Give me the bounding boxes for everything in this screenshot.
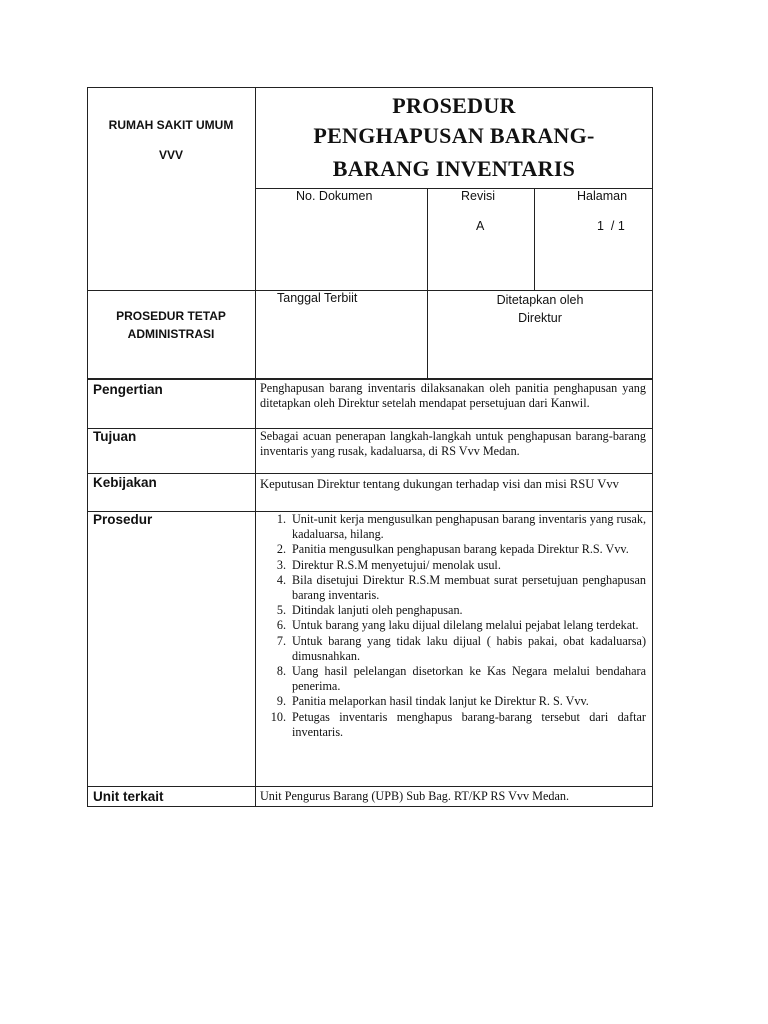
- pengertian-text: Penghapusan barang inventaris dilaksanakan oleh panitia penghapusan yang ditetapkan oleh Direktur setelah mendapat persetujuan dari Kanwil.: [260, 381, 646, 411]
- tujuan-label: Tujuan: [93, 429, 137, 444]
- hospital-name: [88, 110, 254, 170]
- procedure-type: [88, 307, 254, 343]
- approved-by-label: [428, 291, 652, 327]
- procedure-step-text: Untuk barang yang laku dijual dilelang melalui pejabat lelang terdekat.: [292, 618, 639, 633]
- procedure-step: [262, 664, 646, 694]
- unit-terkait-text: Unit Pengurus Barang (UPB) Sub Bag. RT/KP RS Vvv Medan.: [260, 789, 570, 803]
- issue-date-label: Tanggal Terbiit: [277, 291, 358, 305]
- approved-by-value: Direktur: [518, 311, 562, 325]
- procedure-step-text: Untuk barang yang tidak laku dijual ( habis pakai, obat kadaluarsa) dimusnahkan.: [292, 633, 646, 663]
- procedure-step-number: 10.: [270, 709, 286, 724]
- procedure-step-number: 4.: [276, 572, 286, 587]
- title-line2: PENGHAPUSAN BARANG-: [313, 123, 595, 148]
- procedure-type-line2: ADMINISTRASI: [127, 327, 215, 341]
- prosedur-steps: [262, 512, 646, 740]
- procedure-step-number: 6.: [276, 618, 286, 633]
- border-halaman-left: [534, 188, 535, 290]
- title-line3: BARANG INVENTARIS: [332, 156, 576, 181]
- revision-value: A: [476, 219, 485, 233]
- procedure-step: [262, 694, 646, 709]
- procedure-step-number: 3.: [276, 557, 286, 572]
- procedure-step: [262, 710, 646, 740]
- procedure-step-number: 2.: [276, 542, 286, 557]
- page-value: 1 / 1: [597, 219, 625, 233]
- page-label: Halaman: [577, 189, 628, 203]
- procedure-step-text: Direktur R.S.M menyetujui/ menolak usul.: [292, 557, 501, 572]
- border-body-bottom: [87, 806, 653, 807]
- kebijakan-text: Keputusan Direktur tentang dukungan terhadap visi dan misi RSU Vvv: [260, 477, 619, 491]
- doc-number-label: No. Dokumen: [296, 189, 373, 203]
- border-body-left: [87, 379, 88, 806]
- procedure-step: [262, 603, 646, 618]
- procedure-step: [262, 542, 646, 557]
- kebijakan-label: Kebijakan: [93, 475, 157, 490]
- procedure-step: [262, 512, 646, 542]
- procedure-step-text: Bila disetujui Direktur R.S.M membuat surat persetujuan penghapusan barang inventaris.: [292, 572, 646, 603]
- border-right: [652, 87, 653, 379]
- border-after-prosedur: [87, 786, 653, 787]
- title-line1: PROSEDUR: [392, 93, 516, 118]
- unit-terkait-label: Unit terkait: [93, 789, 164, 804]
- prosedur-label: Prosedur: [93, 512, 153, 527]
- border-body-top: [87, 379, 653, 380]
- hospital-name-line1: RUMAH SAKIT UMUM: [108, 118, 234, 132]
- procedure-step-text: Unit-unit kerja mengusulkan penghapusan barang inventaris yang rusak, kadaluarsa, hilang.: [292, 512, 646, 542]
- procedure-step-text: Panitia melaporkan hasil tindak lanjut ke Direktur R. S. Vvv.: [292, 694, 589, 709]
- procedure-step: [262, 618, 646, 633]
- procedure-step-number: 1.: [276, 512, 286, 526]
- revision-label: Revisi: [461, 189, 496, 203]
- procedure-step-text: Ditindak lanjuti oleh penghapusan.: [292, 603, 463, 618]
- procedure-step-number: 7.: [276, 633, 286, 648]
- document-title: [256, 88, 652, 184]
- procedure-step-text: Panitia mengusulkan penghapusan barang kepada Direktur R.S. Vvv.: [292, 542, 629, 557]
- border-after-tujuan: [87, 473, 653, 474]
- procedure-step: [262, 634, 646, 664]
- procedure-step: [262, 573, 646, 603]
- border-revisi-left: [427, 188, 428, 379]
- procedure-step-text: Uang hasil pelelangan disetorkan ke Kas Negara melalui bendahara penerima.: [292, 664, 646, 694]
- pengertian-label: Pengertian: [93, 382, 163, 397]
- procedure-step-text: Petugas inventaris menghapus barang-barang tersebut dari daftar inventaris.: [292, 709, 646, 739]
- procedure-step: [262, 558, 646, 573]
- procedure-type-line1: PROSEDUR TETAP: [116, 309, 226, 323]
- border-body-divider: [255, 379, 256, 806]
- prosedur-list: [262, 512, 646, 740]
- procedure-step-number: 5.: [276, 603, 286, 618]
- procedure-step-number: 9.: [276, 694, 286, 709]
- tujuan-text: Sebagai acuan penerapan langkah-langkah untuk penghapusan barang-barang inventaris yang rusak, kadaluarsa, di RS Vvv Medan.: [260, 429, 646, 459]
- border-body-right: [652, 379, 653, 806]
- hospital-name-line2: VVV: [158, 148, 183, 162]
- approved-label: Ditetapkan oleh: [496, 293, 584, 307]
- procedure-step-number: 8.: [276, 664, 286, 679]
